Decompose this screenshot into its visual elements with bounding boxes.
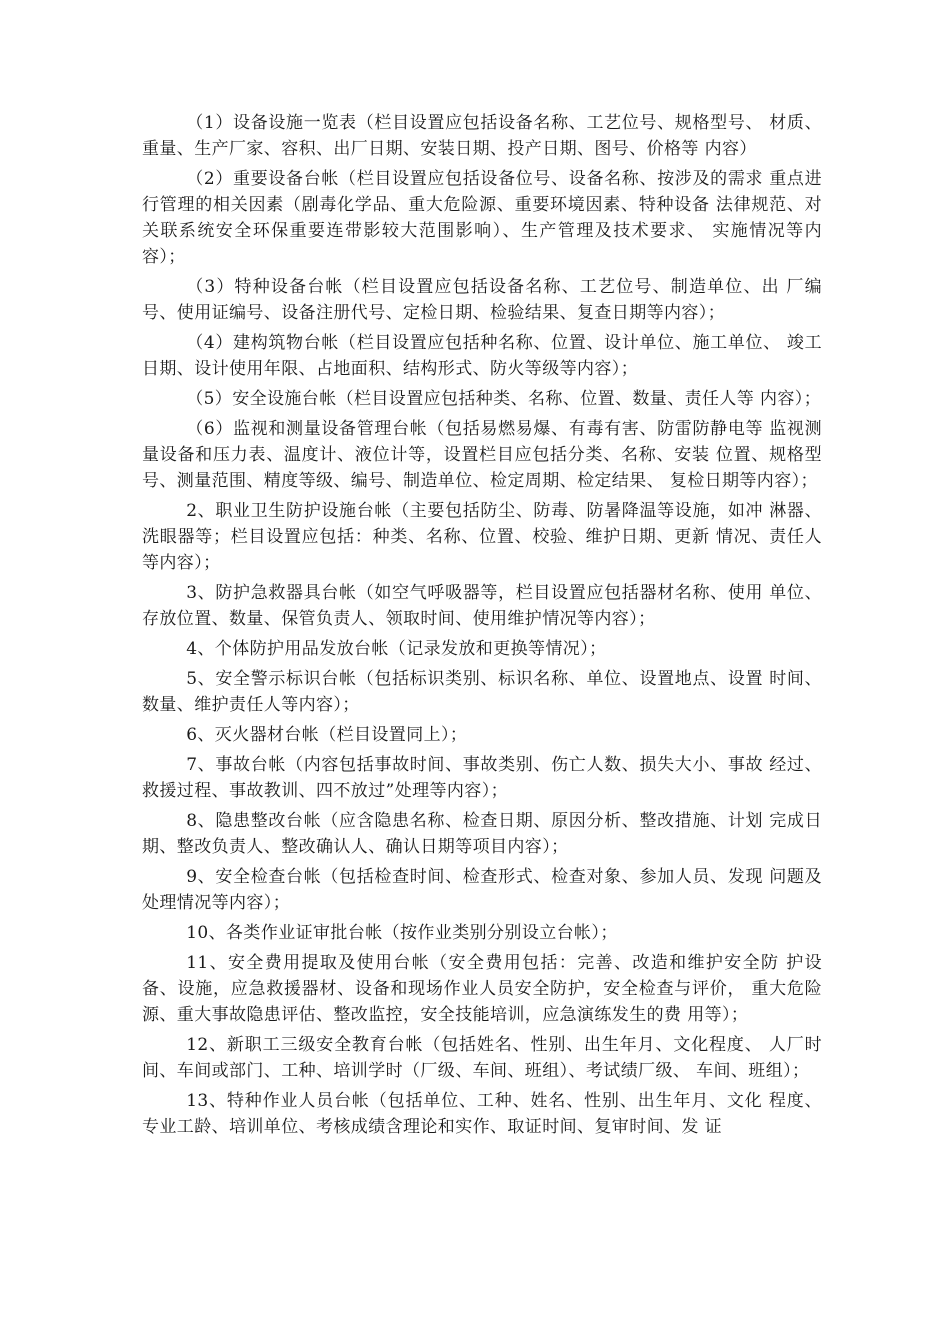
paragraph-safety-expense-ledger: 11、安全费用提取及使用台帐（安全费用包括：完善、改造和维护安全防 护设备、设施，应急救援器材、设备和现场作业人员安全防护，安全检查与评价， 重大危险源、重大事故隐患评估、整改监控，安全技能培训，应急演练发生的费 用等）；: [142, 953, 822, 1025]
paragraph-safety-inspection-ledger: 9、安全检查台帐（包括检查时间、检查形式、检查对象、参加人员、发现 问题及处理情况等内容）；: [142, 867, 822, 913]
paragraph-equipment-list: （1）设备设施一览表（栏目设置应包括设备名称、工艺位号、规格型号、 材质、重量、生产厂家、容积、出厂日期、安装日期、投产日期、图号、价格等 内容）: [142, 113, 822, 159]
paragraph-ppe-ledger: 4、个体防护用品发放台帐（记录发放和更换等情况）；: [186, 639, 607, 659]
paragraph-key-equipment-ledger: （2）重要设备台帐（栏目设置应包括设备位号、设备名称、按涉及的需求 重点进行管理的相关因素（剧毒化学品、重大危险源、重要环境因素、特种设备 法律规范、对关联系统安全环保重要连带影较大范围影响）、生产管理及技术要求、 实施情况等内容）；: [142, 169, 822, 267]
paragraph-special-equipment-ledger: （3）特种设备台帐（栏目设置应包括设备名称、工艺位号、制造单位、出 厂编号、使用证编号、设备注册代号、定检日期、检验结果、复查日期等内容）；: [142, 277, 822, 323]
paragraph-monitoring-equipment-ledger: （6）监视和测量设备管理台帐（包括易燃易爆、有毒有害、防雷防静电等 监视测量设备和压力表、温度计、液位计等，设置栏目应包括分类、名称、安装 位置、规格型号、测量范围、精度等级、编号、制造单位、检定周期、检定结果、 复检日期等内容）；: [142, 419, 822, 491]
paragraph-safety-facilities-ledger: （5）安全设施台帐（栏目设置应包括种类、名称、位置、数量、责任人等 内容）；: [186, 389, 822, 409]
paragraph-emergency-gear-ledger: 3、防护急救器具台帐（如空气呼吸器等，栏目设置应包括器材名称、使用 单位、存放位置、数量、保管负责人、领取时间、使用维护情况等内容）；: [142, 583, 822, 629]
paragraph-hazard-rectification-ledger: 8、隐患整改台帐（应含隐患名称、检查日期、原因分析、整改措施、计划 完成日期、整改负责人、整改确认人、确认日期等项目内容）；: [142, 811, 822, 857]
paragraph-warning-signs-ledger: 5、安全警示标识台帐（包括标识类别、标识名称、单位、设置地点、设置 时间、数量、维护责任人等内容）；: [142, 669, 822, 715]
paragraph-occupational-health-ledger: 2、职业卫生防护设施台帐（主要包括防尘、防毒、防暑降温等设施，如冲 淋器、洗眼器等；栏目设置应包括：种类、名称、位置、校验、维护日期、更新 情况、责任人等内容）；: [142, 501, 822, 573]
document-body: [142, 110, 822, 1144]
paragraph-new-employee-training-ledger: 12、新职工三级安全教育台帐（包括姓名、性别、出生年月、文化程度、 人厂时间、车间或部门、工种、培训学时（厂级、车间、班组）、考试绩厂级、 车间、班组）；: [142, 1035, 822, 1081]
paragraph-buildings-ledger: （4）建构筑物台帐（栏目设置应包括种名称、位置、设计单位、施工单位、 竣工日期、设计使用年限、占地面积、结构形式、防火等级等内容）；: [142, 333, 822, 379]
paragraph-special-operators-ledger: 13、特种作业人员台帐（包括单位、工种、姓名、性别、出生年月、文化 程度、专业工龄、培训单位、考核成绩含理论和实作、取证时间、复审时间、发 证: [142, 1091, 822, 1137]
paragraph-accident-ledger: 7、事故台帐（内容包括事故时间、事故类别、伤亡人数、损失大小、事故 经过、救援过程、事故教训、四不放过”处理等内容）；: [142, 755, 822, 801]
paragraph-fire-equipment-ledger: 6、灭火器材台帐（栏目设置同上）；: [186, 725, 468, 745]
paragraph-work-permit-ledger: 10、各类作业证审批台帐（按作业类别分别设立台帐）；: [186, 923, 618, 943]
